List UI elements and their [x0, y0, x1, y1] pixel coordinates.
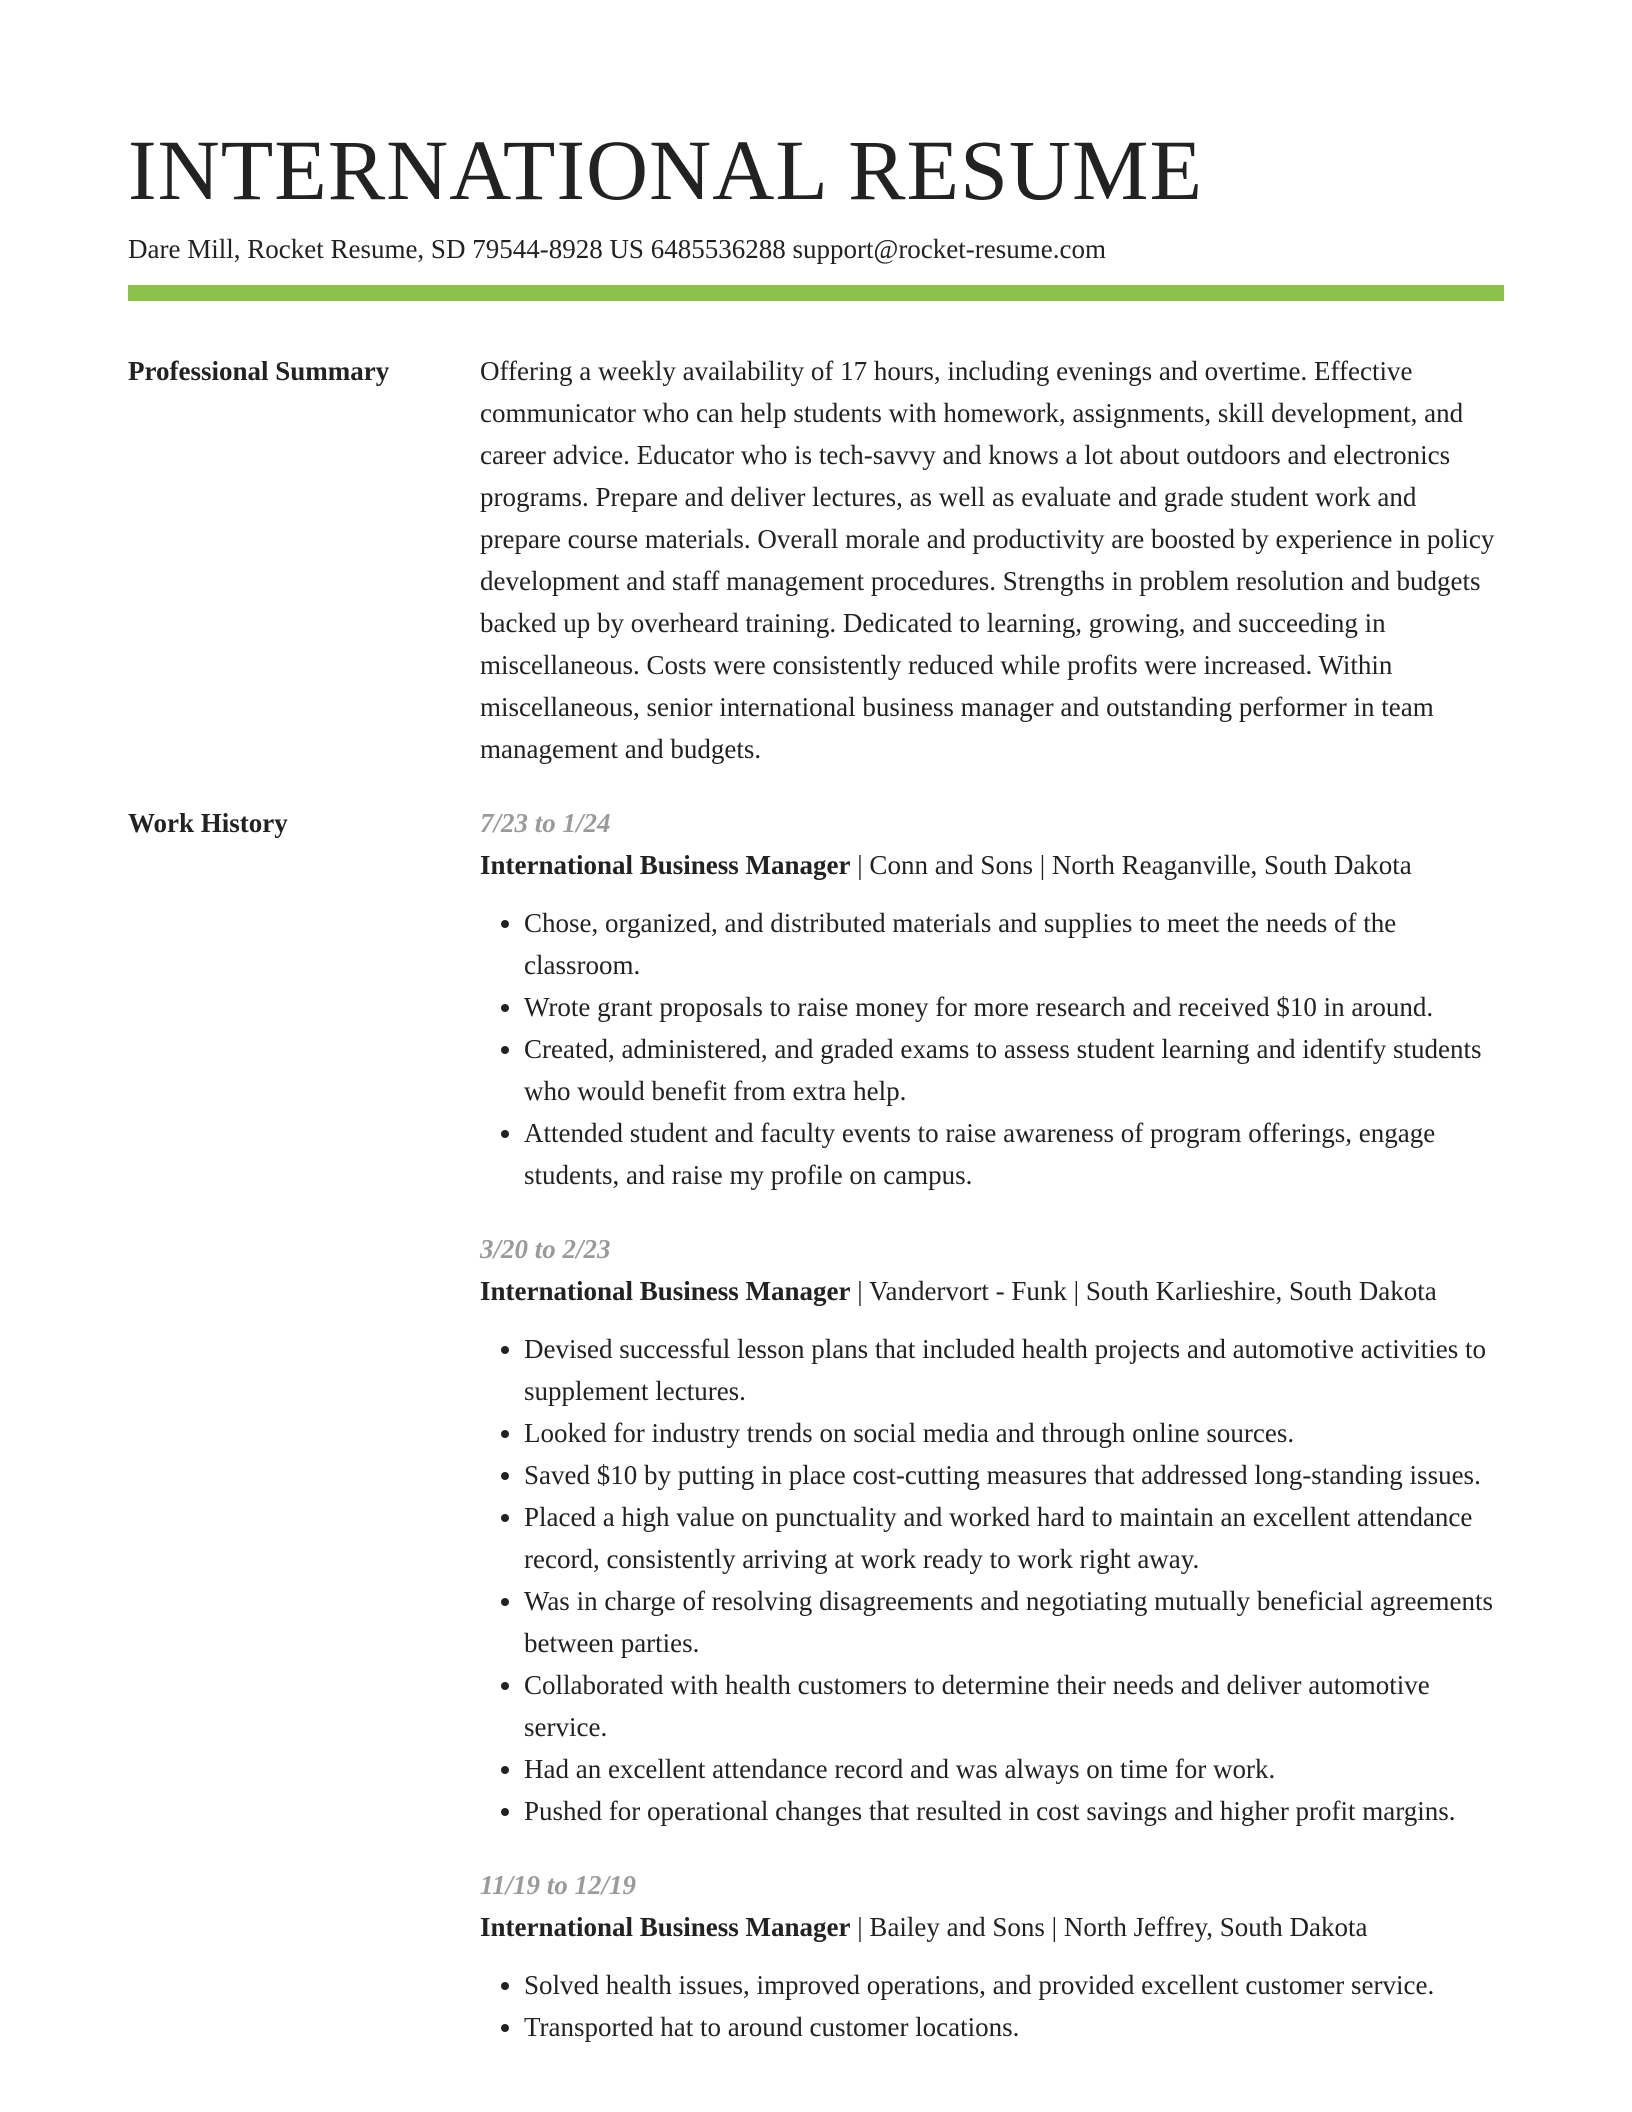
job-dates: 7/23 to 1/24 [480, 808, 611, 838]
job-bullet: • Pushed for operational changes that resulted in cost savings and higher profit margins. [524, 1790, 1504, 1832]
job-bullets [480, 1964, 1504, 2048]
job-employer-location: | Bailey and Sons | North Jeffrey, South Dakota [850, 1912, 1368, 1942]
job-dates: 11/19 to 12/19 [480, 1870, 637, 1900]
job-bullet: • Had an excellent attendance record and was always on time for work. [524, 1748, 1504, 1790]
work-history-section [128, 802, 1504, 2048]
job-title: International Business Manager [480, 1276, 851, 1306]
summary-text: Offering a weekly availability of 17 hours, including evenings and overtime. Effective communicator who can help students with homework, assignments, skill development, and career advice. Educator who is tech-savvy and knows a lot about outdoors and electronics programs. Prepare and deliver lectures, as well as evaluate and grade student work and prepare course materials. Overall morale and productivity are boosted by experience in policy development and staff management procedures. Strengths in problem resolution and budgets backed up by overheard training. Dedicated to learning, growing, and succeeding in miscellaneous. Costs were consistently reduced while profits were increased. Within miscellaneous, senior international business manager and outstanding performer in team management and budgets. [480, 356, 1495, 764]
job-title: International Business Manager [480, 1912, 851, 1942]
contact-email: support@rocket-resume.com [792, 234, 1106, 264]
contact-phone: 6485536288 [650, 234, 786, 264]
job-bullet: • Transported hat to around customer locations. [524, 2006, 1504, 2048]
job-heading [480, 844, 1504, 886]
job-bullet: • Devised successful lesson plans that included health projects and automotive activities to supplement lectures. [524, 1328, 1504, 1412]
job-heading [480, 1906, 1504, 1948]
job-bullet: • Solved health issues, improved operations, and provided excellent customer service. [524, 1964, 1504, 2006]
job-bullet: • Collaborated with health customers to determine their needs and deliver automotive service. [524, 1664, 1504, 1748]
job-dates: 3/20 to 2/23 [480, 1234, 611, 1264]
job-title: International Business Manager [480, 850, 851, 880]
resume-title: INTERNATIONAL RESUME [128, 122, 1204, 218]
job-bullet: • Saved $10 by putting in place cost-cutting measures that addressed long-standing issues. [524, 1454, 1504, 1496]
job-bullet: • Created, administered, and graded exams to assess student learning and identify students who would benefit from extra help. [524, 1028, 1504, 1112]
contact-line [128, 230, 1106, 268]
summary-heading: Professional Summary [128, 356, 390, 386]
job-entry [480, 802, 1504, 1196]
summary-section [128, 350, 1504, 770]
job-bullet: • Was in charge of resolving disagreements and negotiating mutually beneficial agreements between parties. [524, 1580, 1504, 1664]
job-bullet: • Chose, organized, and distributed materials and supplies to meet the needs of the classroom. [524, 902, 1504, 986]
job-employer-location: | Conn and Sons | North Reaganville, South Dakota [850, 850, 1412, 880]
job-bullet: • Placed a high value on punctuality and worked hard to maintain an excellent attendance record, consistently arriving at work ready to work right away. [524, 1496, 1504, 1580]
contact-address: Dare Mill, Rocket Resume, SD 79544-8928 US [128, 234, 644, 264]
job-list [480, 802, 1504, 2048]
work-history-heading: Work History [128, 808, 288, 838]
job-entry [480, 1864, 1504, 2048]
job-heading [480, 1270, 1504, 1312]
accent-divider [128, 285, 1504, 301]
job-bullet: • Wrote grant proposals to raise money for more research and received $10 in around. [524, 986, 1504, 1028]
job-bullet: • Looked for industry trends on social media and through online sources. [524, 1412, 1504, 1454]
job-bullets [480, 1328, 1504, 1832]
job-entry [480, 1228, 1504, 1832]
job-employer-location: | Vandervort - Funk | South Karlieshire, South Dakota [850, 1276, 1437, 1306]
job-bullets [480, 902, 1504, 1196]
job-bullet: • Attended student and faculty events to raise awareness of program offerings, engage students, and raise my profile on campus. [524, 1112, 1504, 1196]
resume-content [128, 350, 1504, 2080]
